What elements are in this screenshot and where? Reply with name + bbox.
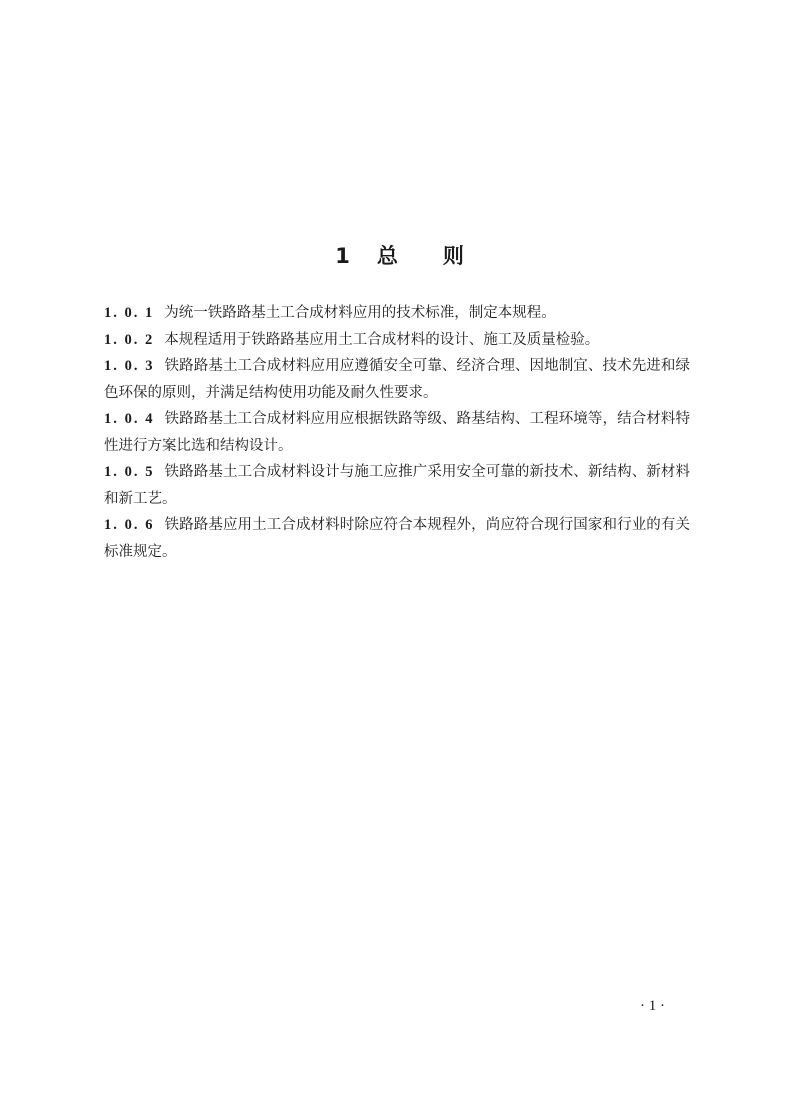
chapter-title-part2: 则 (442, 244, 465, 268)
clause-1-0-2 (104, 327, 690, 354)
clause-number: 1. 0. 2 (104, 331, 155, 348)
clause-text: 为统一铁路路基土工合成材料应用的技术标准，制定本规程。 (164, 305, 556, 321)
clause-number: 1. 0. 1 (104, 305, 155, 321)
clause-1-0-3 (104, 353, 690, 406)
chapter-number: 1 (335, 244, 351, 268)
chapter-title (0, 240, 800, 270)
clause-1-0-5 (104, 459, 690, 512)
clause-number: 1. 0. 6 (104, 517, 155, 533)
clause-1-0-1 (104, 300, 690, 327)
clause-text: 铁路路基土工合成材料应用应根据铁路等级、路基结构、工程环境等，结合材料特性进行方案比选和结构设计。 (104, 411, 691, 454)
clause-list (104, 300, 690, 565)
clause-text: 本规程适用于铁路路基应用土工合成材料的设计、施工及质量检验。 (164, 331, 600, 348)
clause-number: 1. 0. 4 (104, 411, 155, 427)
clause-text: 铁路路基土工合成材料应用应遵循安全可靠、经济合理、因地制宜、技术先进和绿色环保的原则，并满足结构使用功能及耐久性要求。 (104, 358, 691, 401)
chapter-title-part1: 总 (376, 244, 399, 268)
page-number: · 1 · (640, 998, 665, 1014)
clause-text: 铁路路基应用土工合成材料时除应符合本规程外，尚应符合现行国家和行业的有关标准规定。 (104, 517, 691, 560)
clause-number: 1. 0. 3 (104, 358, 155, 374)
clause-1-0-4 (104, 406, 690, 459)
clause-1-0-6 (104, 512, 690, 565)
clause-number: 1. 0. 5 (104, 464, 155, 480)
clause-text: 铁路路基土工合成材料设计与施工应推广采用安全可靠的新技术、新结构、新材料和新工艺。 (104, 464, 691, 507)
